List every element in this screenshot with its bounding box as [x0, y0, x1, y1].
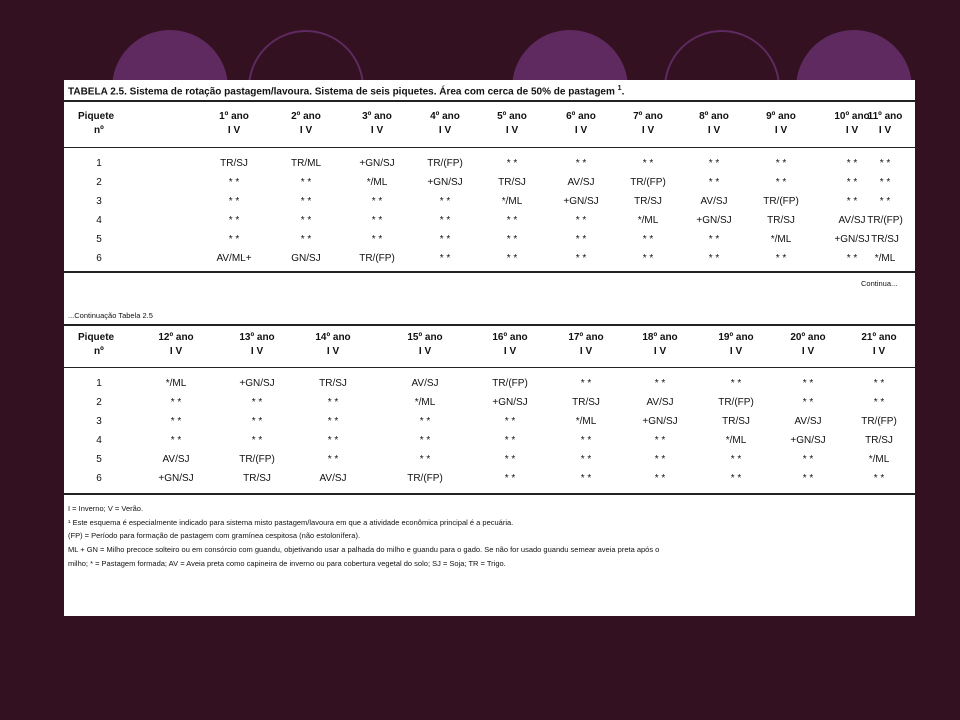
year-header: 12º ano: [158, 332, 194, 343]
season-header: I V: [641, 125, 655, 136]
year-header: 14º ano: [315, 332, 351, 343]
piquete-number: 4: [96, 215, 102, 226]
rotation-cell: +GN/SJ: [834, 234, 870, 245]
footnote-line: ¹ Este esquema é especialmente indicado para sistema misto pastagem/lavoura em que a atividade econômica principal é a pecuária.: [68, 518, 514, 527]
table1-number-header: nº: [94, 125, 104, 136]
rotation-cell: * *: [419, 416, 431, 427]
rotation-cell: * *: [300, 177, 312, 188]
year-header: 4º ano: [430, 111, 460, 122]
rotation-cell: * *: [228, 196, 240, 207]
rotation-cell: * *: [775, 177, 787, 188]
season-header: I V: [774, 125, 788, 136]
year-header: 19º ano: [718, 332, 754, 343]
rotation-cell: * *: [439, 234, 451, 245]
rotation-cell: * *: [371, 196, 383, 207]
rotation-cell: TR/ML: [291, 158, 321, 169]
rotation-cell: * *: [580, 435, 592, 446]
rotation-cell: * *: [439, 215, 451, 226]
rotation-cell: +GN/SJ: [790, 435, 826, 446]
year-header: 16º ano: [492, 332, 528, 343]
rotation-cell: TR/SJ: [722, 416, 750, 427]
rotation-cell: TR/SJ: [319, 378, 347, 389]
season-header: I V: [169, 346, 183, 357]
rotation-cell: * *: [228, 177, 240, 188]
table-title: TABELA 2.5. Sistema de rotação pastagem/lavoura. Sistema de seis piquetes. Área com cerca de 50% de pastagem $^1$.: [68, 85, 625, 98]
rotation-cell: * *: [300, 215, 312, 226]
rotation-cell: * *: [506, 215, 518, 226]
rotation-cell: * *: [251, 416, 263, 427]
rotation-cell: * *: [506, 234, 518, 245]
season-header: I V: [250, 346, 264, 357]
rotation-cell: * *: [506, 253, 518, 264]
rotation-cell: * *: [730, 454, 742, 465]
table1-bottom-rule: [64, 271, 915, 273]
rotation-cell: * *: [439, 196, 451, 207]
continua-label: Continua...: [861, 279, 898, 288]
rotation-cell: AV/SJ: [319, 473, 347, 484]
rotation-cell: * *: [575, 234, 587, 245]
piquete-number: 5: [96, 454, 102, 465]
season-header: I V: [653, 346, 667, 357]
rotation-cell: * *: [708, 158, 720, 169]
year-header: 3º ano: [362, 111, 392, 122]
rotation-cell: */ML: [165, 378, 187, 389]
season-header: I V: [878, 125, 892, 136]
rotation-cell: * *: [327, 454, 339, 465]
piquete-number: 4: [96, 435, 102, 446]
rotation-cell: +GN/SJ: [158, 473, 194, 484]
rotation-cell: * *: [846, 158, 858, 169]
table2-header-rule: [64, 367, 915, 368]
rotation-cell: * *: [300, 196, 312, 207]
rotation-cell: +GN/SJ: [427, 177, 463, 188]
rotation-cell: * *: [228, 215, 240, 226]
table2-bottom-rule: [64, 493, 915, 495]
season-header: I V: [801, 346, 815, 357]
rotation-cell: * *: [654, 473, 666, 484]
rotation-cell: * *: [879, 196, 891, 207]
rotation-cell: AV/SJ: [567, 177, 595, 188]
rotation-cell: * *: [170, 397, 182, 408]
rotation-cell: * *: [642, 234, 654, 245]
rotation-cell: * *: [775, 253, 787, 264]
table-document: [64, 80, 915, 616]
year-header: 17º ano: [568, 332, 604, 343]
year-header: 1º ano: [219, 111, 249, 122]
year-header: 13º ano: [239, 332, 275, 343]
rotation-cell: TR/SJ: [498, 177, 526, 188]
rotation-cell: */ML: [575, 416, 597, 427]
rotation-cell: * *: [504, 435, 516, 446]
rotation-cell: * *: [873, 397, 885, 408]
rotation-cell: TR/(FP): [359, 253, 395, 264]
continuation-label: ...Continuação Tabela 2.5: [68, 311, 153, 320]
rotation-cell: * *: [708, 234, 720, 245]
rotation-cell: * *: [654, 435, 666, 446]
rotation-cell: * *: [170, 416, 182, 427]
rotation-cell: * *: [580, 454, 592, 465]
piquete-number: 6: [96, 473, 102, 484]
rotation-cell: AV/SJ: [838, 215, 866, 226]
season-header: I V: [326, 346, 340, 357]
season-header: I V: [729, 346, 743, 357]
rotation-cell: * *: [730, 378, 742, 389]
table2-top-rule: [64, 324, 915, 326]
rotation-cell: GN/SJ: [291, 253, 321, 264]
year-header: 10º ano: [834, 111, 870, 122]
piquete-number: 3: [96, 196, 102, 207]
year-header: 18º ano: [642, 332, 678, 343]
rotation-cell: * *: [802, 454, 814, 465]
year-header: 9º ano: [766, 111, 796, 122]
rotation-cell: AV/SJ: [162, 454, 190, 465]
rotation-cell: * *: [575, 253, 587, 264]
rotation-cell: * *: [879, 158, 891, 169]
year-header: 11º ano: [867, 111, 903, 122]
rotation-cell: * *: [371, 215, 383, 226]
rotation-cell: * *: [580, 378, 592, 389]
rotation-cell: TR/(FP): [239, 454, 275, 465]
rotation-cell: TR/(FP): [861, 416, 897, 427]
rotation-cell: TR/SJ: [243, 473, 271, 484]
rotation-cell: * *: [251, 397, 263, 408]
season-header: I V: [872, 346, 886, 357]
footnote-line: milho; * = Pastagem formada; AV = Aveia preta como capineira de inverno ou para cobertura vegetal do solo; SJ = Soja; TR = Trigo.: [68, 559, 506, 568]
rotation-cell: * *: [802, 378, 814, 389]
rotation-cell: * *: [802, 397, 814, 408]
year-header: 8º ano: [699, 111, 729, 122]
year-header: 6º ano: [566, 111, 596, 122]
table2-number-header: nº: [94, 346, 104, 357]
rotation-cell: * *: [708, 253, 720, 264]
year-header: 7º ano: [633, 111, 663, 122]
rotation-cell: * *: [504, 416, 516, 427]
table1-piquete-header: Piquete: [78, 111, 115, 122]
year-header: 2º ano: [291, 111, 321, 122]
piquete-number: 2: [96, 397, 102, 408]
season-header: I V: [418, 346, 432, 357]
footnote-line: (FP) = Período para formação de pastagem com gramínea cespitosa (não estolonífera).: [68, 531, 361, 540]
rotation-cell: TR/(FP): [718, 397, 754, 408]
rotation-cell: +GN/SJ: [492, 397, 528, 408]
rotation-cell: */ML: [770, 234, 792, 245]
rotation-cell: * *: [846, 196, 858, 207]
rotation-cell: * *: [327, 397, 339, 408]
rotation-cell: TR/(FP): [492, 378, 528, 389]
rotation-cell: * *: [873, 378, 885, 389]
piquete-number: 3: [96, 416, 102, 427]
rotation-cell: * *: [730, 473, 742, 484]
rotation-cell: * *: [802, 473, 814, 484]
season-header: I V: [845, 125, 859, 136]
rotation-cell: * *: [300, 234, 312, 245]
rotation-cell: +GN/SJ: [359, 158, 395, 169]
year-header: 15º ano: [407, 332, 443, 343]
rotation-cell: +GN/SJ: [696, 215, 732, 226]
rotation-cell: * *: [846, 253, 858, 264]
season-header: I V: [370, 125, 384, 136]
rotation-cell: TR/(FP): [630, 177, 666, 188]
rotation-cell: */ML: [868, 454, 890, 465]
rotation-cell: * *: [506, 158, 518, 169]
rotation-cell: * *: [419, 454, 431, 465]
rotation-cell: +GN/SJ: [563, 196, 599, 207]
rotation-cell: TR/SJ: [572, 397, 600, 408]
rotation-cell: */ML: [637, 215, 659, 226]
piquete-number: 5: [96, 234, 102, 245]
rotation-cell: TR/(FP): [867, 215, 903, 226]
rotation-cell: * *: [575, 158, 587, 169]
rotation-cell: * *: [642, 253, 654, 264]
rotation-cell: TR/SJ: [865, 435, 893, 446]
rotation-cell: * *: [228, 234, 240, 245]
season-header: I V: [227, 125, 241, 136]
rotation-cell: TR/SJ: [767, 215, 795, 226]
rotation-cell: TR/SJ: [871, 234, 899, 245]
season-header: I V: [299, 125, 313, 136]
rotation-cell: * *: [170, 435, 182, 446]
piquete-number: 1: [96, 378, 102, 389]
season-header: I V: [707, 125, 721, 136]
year-header: 20º ano: [790, 332, 826, 343]
season-header: I V: [503, 346, 517, 357]
piquete-number: 6: [96, 253, 102, 264]
rotation-cell: */ML: [725, 435, 747, 446]
season-header: I V: [505, 125, 519, 136]
season-header: I V: [438, 125, 452, 136]
year-header: 21º ano: [861, 332, 897, 343]
table1-top-rule: [64, 100, 915, 102]
rotation-cell: * *: [879, 177, 891, 188]
rotation-cell: * *: [504, 454, 516, 465]
rotation-cell: AV/SJ: [700, 196, 728, 207]
rotation-cell: * *: [642, 158, 654, 169]
rotation-cell: */ML: [414, 397, 436, 408]
table2-piquete-header: Piquete: [78, 332, 115, 343]
rotation-cell: */ML: [366, 177, 388, 188]
rotation-cell: +GN/SJ: [642, 416, 678, 427]
rotation-cell: TR/(FP): [407, 473, 443, 484]
rotation-cell: */ML: [874, 253, 896, 264]
season-header: I V: [574, 125, 588, 136]
rotation-cell: */ML: [501, 196, 523, 207]
rotation-cell: * *: [327, 435, 339, 446]
rotation-cell: * *: [654, 378, 666, 389]
rotation-cell: TR/(FP): [427, 158, 463, 169]
rotation-cell: * *: [327, 416, 339, 427]
footnote-line: I = Inverno; V = Verão.: [68, 504, 144, 513]
piquete-number: 1: [96, 158, 102, 169]
rotation-cell: * *: [504, 473, 516, 484]
rotation-cell: * *: [708, 177, 720, 188]
table1-header-rule: [64, 147, 915, 148]
rotation-cell: * *: [775, 158, 787, 169]
rotation-cell: * *: [654, 454, 666, 465]
piquete-number: 2: [96, 177, 102, 188]
rotation-cell: * *: [439, 253, 451, 264]
rotation-cell: * *: [419, 435, 431, 446]
rotation-cell: TR/SJ: [634, 196, 662, 207]
season-header: I V: [579, 346, 593, 357]
rotation-cell: * *: [251, 435, 263, 446]
rotation-cell: TR/(FP): [763, 196, 799, 207]
rotation-cell: * *: [846, 177, 858, 188]
rotation-cell: +GN/SJ: [239, 378, 275, 389]
rotation-cell: AV/SJ: [646, 397, 674, 408]
rotation-cell: * *: [371, 234, 383, 245]
rotation-cell: TR/SJ: [220, 158, 248, 169]
rotation-cell: * *: [575, 215, 587, 226]
rotation-cell: AV/SJ: [794, 416, 822, 427]
rotation-cell: * *: [873, 473, 885, 484]
rotation-cell: * *: [580, 473, 592, 484]
year-header: 5º ano: [497, 111, 527, 122]
footnote-line: ML + GN = Milho precoce solteiro ou em consórcio com guandu, objetivando usar a palhada do milho e guandu para o gado. Se não for usado guandu semear aveia preta após o: [68, 545, 660, 554]
rotation-cell: AV/ML+: [216, 253, 252, 264]
rotation-cell: AV/SJ: [411, 378, 439, 389]
